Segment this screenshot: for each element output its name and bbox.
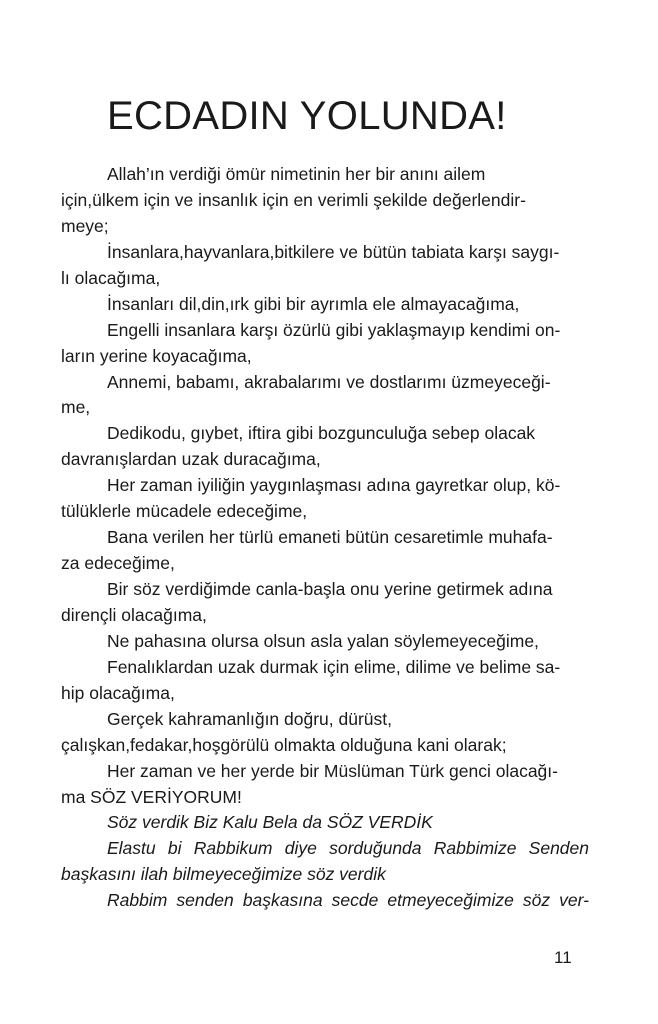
text-line: dirençli olacağıma,	[61, 604, 207, 625]
text-line: Ne pahasına olursa olsun asla yalan söylemeyeceğime,	[107, 630, 539, 651]
text-line: Dedikodu, gıybet, iftira gibi bozgunculuğa sebep olacak	[107, 423, 536, 444]
text-line: za edeceğime,	[61, 553, 175, 574]
text-line: Gerçek kahramanlığın doğru, dürüst,	[107, 708, 393, 729]
text-line: davranışlardan uzak duracağıma,	[61, 449, 321, 470]
text-line: ların yerine koyacağıma,	[61, 345, 252, 366]
text-line: Bana verilen her türlü emaneti bütün cesaretimle muhafa-	[107, 527, 553, 548]
text-line: tülüklerle mücadele edeceğime,	[61, 501, 308, 522]
text-line: için,ülkem için ve insanlık için en verimli şekilde değerlendir-	[61, 189, 526, 210]
text-line: Fenalıklardan uzak durmak için elime, dilime ve belime sa-	[107, 656, 561, 677]
text-line: İnsanlara,hayvanlara,bitkilere ve bütün tabiata karşı saygı-	[107, 241, 560, 262]
text-line: ma SÖZ VERİYORUM!	[61, 786, 242, 807]
text-line: İnsanları dil,din,ırk gibi bir ayrımla ele almayacağıma,	[107, 293, 520, 314]
text-line: me,	[61, 397, 91, 418]
text-line: çalışkan,fedakar,hoşgörülü olmakta olduğuna kani olarak;	[61, 734, 507, 755]
text-line-italic: Elastu bi Rabbikum diye sorduğunda Rabbimize Senden	[107, 838, 589, 859]
text-line: Her zaman iyiliğin yaygınlaşması adına gayretkar olup, kö-	[107, 475, 561, 496]
text-line: Engelli insanlara karşı özürlü gibi yaklaşmayıp kendimi on-	[107, 319, 561, 340]
text-line: Annemi, babamı, akrabalarımı ve dostlarımı üzmeyeceği-	[107, 371, 551, 392]
text-line-italic: Rabbim senden başkasına secde etmeyeceğimize söz ver-	[107, 890, 589, 911]
page-number: 11	[554, 948, 572, 967]
text-line-italic: Söz verdik Biz Kalu Bela da SÖZ VERDİK	[107, 812, 433, 833]
text-line: Bir söz verdiğimde canla-başla onu yerine getirmek adına	[107, 579, 553, 599]
text-line: Allah’ın verdiği ömür nimetinin her bir anını ailem	[107, 164, 486, 184]
text-line: meye;	[61, 215, 109, 236]
text-line-italic: başkasını ilah bilmeyeceğimize söz verdik	[61, 864, 386, 885]
text-line: Her zaman ve her yerde bir Müslüman Türk genci olacağı-	[107, 760, 558, 781]
body-text	[61, 162, 589, 914]
page-title: ECDADIN YOLUNDA!	[107, 94, 507, 138]
text-line: lı olacağıma,	[61, 267, 161, 288]
text-line: hip olacağıma,	[61, 682, 175, 703]
